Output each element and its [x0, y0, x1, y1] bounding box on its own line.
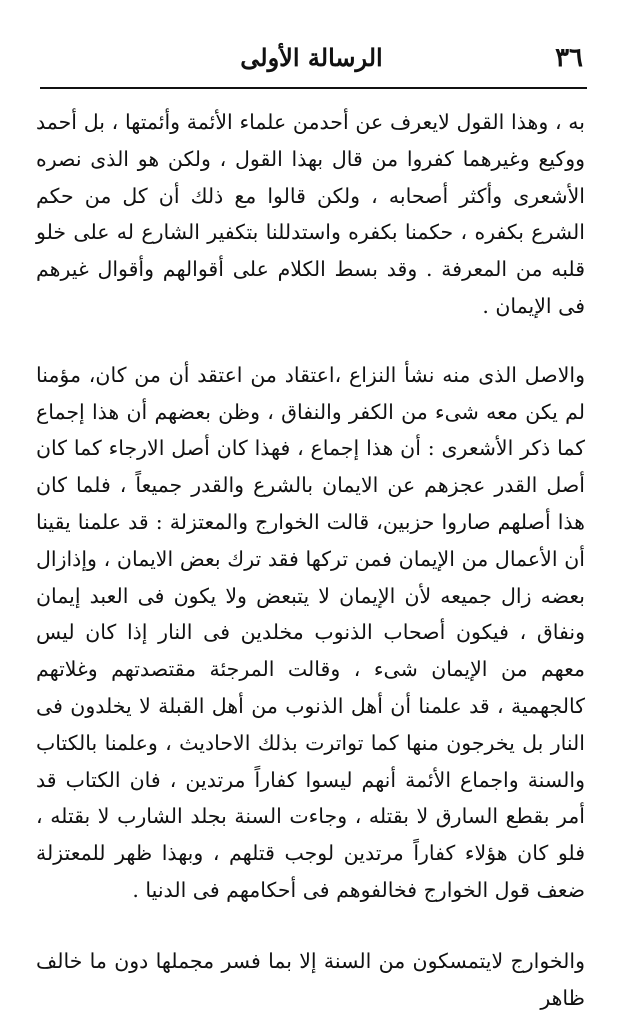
paragraph: والاصل الذى منه نشأ النزاع ،اعتقاد من اعتقد أن من كان، مؤمنا لم يكن معه شىء من الكفر والنفاق ، وظن بعضهم أن هذا إجماع كما ذكر الأشعرى : أن هذا إجماع ، فهذا كان أصل الارجاء كما كان أصل القدر عجزهم عن الايمان بالشرع والقدر جميعاً ، فلما كان هذا أصلهم صاروا حزبين، قالت الخوارج والمعتزلة : قد علمنا يقينا أن الأعمال من الإيمان فمن تركها فقد ترك بعض الايمان ، وإذازال بعضه زال جميعه لأن الإيمان لا يتبعض ولا يكون فى العبد إيمان ونفاق ، فيكون أصحاب الذنوب مخلدين فى النار إذا كان ليس معهم من الإيمان شىء ، وقالت المرجئة مقتصدتهم وغلاتهم كالجهمية ، قد علمنا أن أهل الذنوب من أهل القبلة لا يخلدون فى النار بل يخرجون منها كما تواترت بذلك الاحاديث ، وعلمنا بالكتاب والسنة واجماع الأئمة أنهم ليسوا كفاراً مرتدين ، فان الكتاب قد أمر بقطع السارق لا بقتله ، وجاءت السنة بجلد الشارب لا بقتله ، فلو كان هؤلاء كفاراً مرتدين لوجب قتلهم ، وبهذا ظهر للمعتزلة ضعف قول الخوارج فخالفوهم فى أحكامهم فى الدنيا .: [36, 362, 585, 902]
header-rule: [40, 87, 587, 89]
paragraph: والخوارج لايتمسكون من السنة إلا بما فسر مجملها دون ما خالف ظاهر: [36, 948, 585, 1010]
running-title: الرسالة الأولى: [240, 43, 383, 72]
page-number: ٣٦: [555, 43, 583, 73]
paragraph: به ، وهذا القول لايعرف عن أحدمن علماء الأئمة وأئمتها ، بل أحمد ووكيع وغيرهما كفروا من قال بهذا القول ، ولكن هو الذى نصره الأشعرى وأكثر أصحابه ، ولكن قالوا مع ذلك أن كل من حكم الشرع بكفره ، حكمنا بكفره واستدللنا بتكفير الشارع له على خلو قلبه من المعرفة . وقد بسط الكلام على أقوالهم وأقوال غيرهم فى الإيمان .: [36, 110, 585, 318]
body-text: [36, 104, 585, 1016]
page-header: [40, 38, 583, 82]
